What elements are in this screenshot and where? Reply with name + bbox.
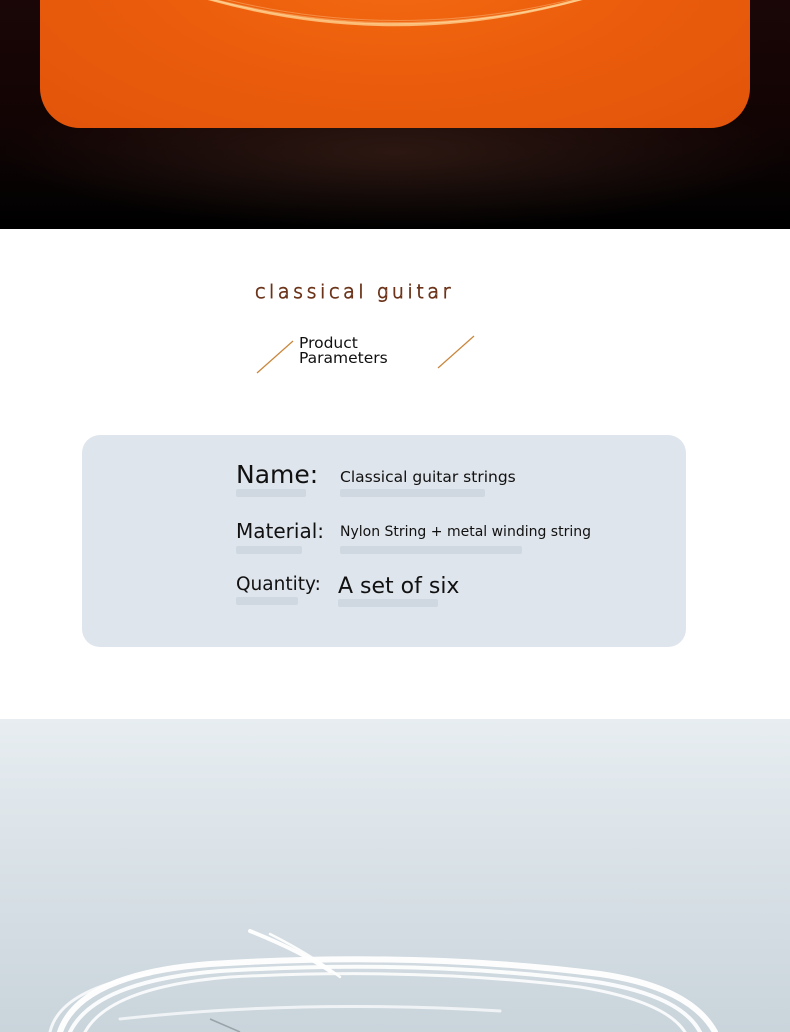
parameter-card	[82, 435, 686, 647]
orange-product-card	[40, 0, 750, 128]
underline-bar	[340, 546, 522, 554]
script-title: classical guitar	[255, 281, 455, 303]
heading-line-1: Product	[299, 334, 358, 352]
decorative-slash-right	[436, 334, 476, 370]
heading-line-2: Parameters	[299, 349, 388, 367]
orange-string-coil-image	[130, 0, 660, 60]
param-value: Nylon String + metal winding string	[340, 524, 591, 540]
product-parameters-heading	[299, 336, 388, 366]
decorative-slash-left	[255, 339, 295, 375]
param-value: Classical guitar strings	[340, 468, 516, 486]
white-strings-image	[0, 719, 790, 1032]
param-key: Quantity:	[236, 574, 321, 595]
param-key: Name:	[236, 460, 319, 489]
underline-bar	[236, 489, 306, 497]
white-strings-photo	[0, 719, 790, 1032]
underline-bar	[338, 599, 438, 607]
underline-bar	[236, 597, 298, 605]
banner-glow	[0, 120, 790, 229]
param-value: A set of six	[338, 574, 460, 599]
underline-bar	[340, 489, 485, 497]
section-heading	[0, 229, 790, 409]
top-banner	[0, 0, 790, 229]
param-key: Material:	[236, 519, 324, 543]
underline-bar	[236, 546, 302, 554]
